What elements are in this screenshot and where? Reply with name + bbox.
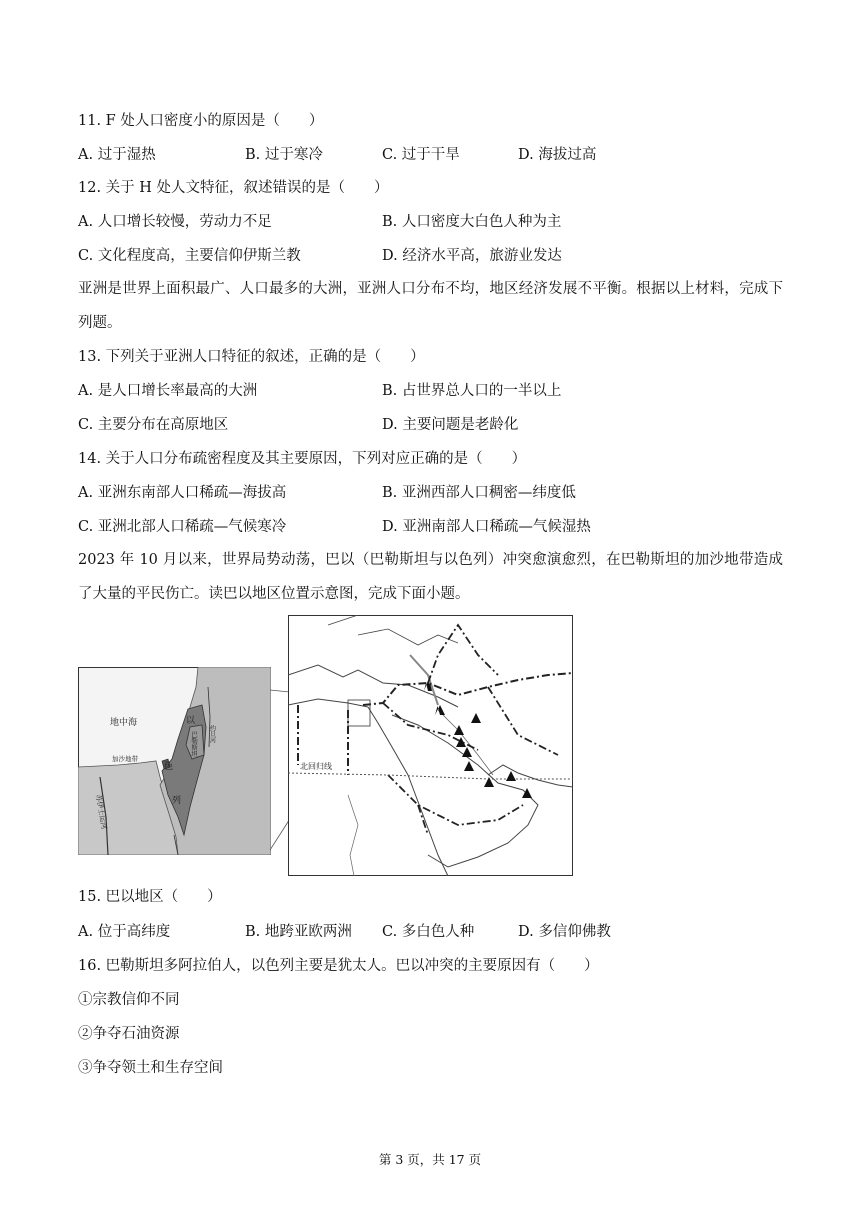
label-gaza: 加沙地带 (112, 755, 138, 763)
q13-option-c: C. 主要分布在高原地区 (78, 417, 229, 433)
material-palestine-israel: 2023 年 10 月以来，世界局势动荡，巴以（巴勒斯坦与以色列）冲突愈演愈烈，在巴勒斯坦的加沙地带造成了大量的平民伤亡。读巴以地区位置示意图，完成下面小题。 (78, 552, 783, 602)
q14-option-c: C. 亚洲北部人口稀疏—气候寒冷 (78, 519, 287, 535)
label-israel-1: 以 (186, 716, 196, 726)
q11-stem: 11. F 处人口密度小的原因是（ ） (78, 113, 324, 129)
q13-option-a: A. 是人口增长率最高的大洲 (78, 383, 258, 399)
q12-stem: 12. 关于 H 处人文特征，叙述错误的是（ ） (78, 180, 389, 196)
q11-option-c: C. 过于干旱 (382, 147, 460, 163)
label-jordan-river: 约旦河 (208, 725, 216, 743)
q15-option-c: C. 多白色人种 (382, 924, 475, 940)
q15-option-b: B. 地跨亚欧两洲 (245, 924, 352, 940)
q12-option-d: D. 经济水平高，旅游业发达 (382, 248, 562, 264)
q12-option-b: B. 人口密度大白色人种为主 (382, 214, 562, 230)
q15-stem: 15. 巴以地区（ ） (78, 889, 222, 905)
label-israel-3: 列 (172, 796, 182, 806)
label-tropic-of-cancer: 北回归线 (300, 762, 332, 771)
material-asia-population: 亚洲是世界上面积最广、人口最多的大洲，亚洲人口分布不均，地区经济发展不平衡。根据以上材料，完成下列题。 (78, 281, 783, 331)
page-footer: 第 3 页，共 17 页 (378, 1152, 482, 1167)
label-israel-2: 色 (164, 762, 174, 772)
label-suez-canal: 苏伊士运河 (94, 793, 108, 830)
q11-option-b: B. 过于寒冷 (245, 147, 323, 163)
q15-option-d: D. 多信仰佛教 (518, 924, 611, 940)
label-mediterranean: 地中海 (110, 718, 138, 728)
label-palestine: 巴勒斯坦 (190, 731, 198, 757)
q14-option-d: D. 亚洲南部人口稀疏—气候湿热 (382, 519, 591, 535)
q16-item-2: ②争夺石油资源 (78, 1026, 180, 1042)
q13-option-b: B. 占世界总人口的一半以上 (382, 383, 562, 399)
q11-option-d: D. 海拔过高 (518, 147, 597, 163)
q13-option-d: D. 主要问题是老龄化 (382, 417, 519, 433)
q12-option-a: A. 人口增长较慢，劳动力不足 (78, 214, 272, 230)
q13-stem: 13. 下列关于亚洲人口特征的叙述，正确的是（ ） (78, 349, 425, 365)
q14-option-b: B. 亚洲西部人口稠密—纬度低 (382, 485, 576, 501)
q12-option-c: C. 文化程度高，主要信仰伊斯兰教 (78, 248, 301, 264)
q11-option-a: A. 过于湿热 (78, 147, 156, 163)
q16-item-1: ①宗教信仰不同 (78, 992, 180, 1008)
q14-option-a: A. 亚洲东南部人口稀疏—海拔高 (78, 485, 287, 501)
q15-option-a: A. 位于高纬度 (78, 924, 171, 940)
q14-stem: 14. 关于人口分布疏密程度及其主要原因，下列对应正确的是（ ） (78, 451, 527, 467)
q16-stem: 16. 巴勒斯坦多阿拉伯人，以色列主要是犹太人。巴以冲突的主要原因有（ ） (78, 958, 599, 974)
q16-item-3: ③争夺领土和生存空间 (78, 1060, 223, 1076)
main-map (288, 615, 573, 876)
inset-map (78, 667, 271, 855)
